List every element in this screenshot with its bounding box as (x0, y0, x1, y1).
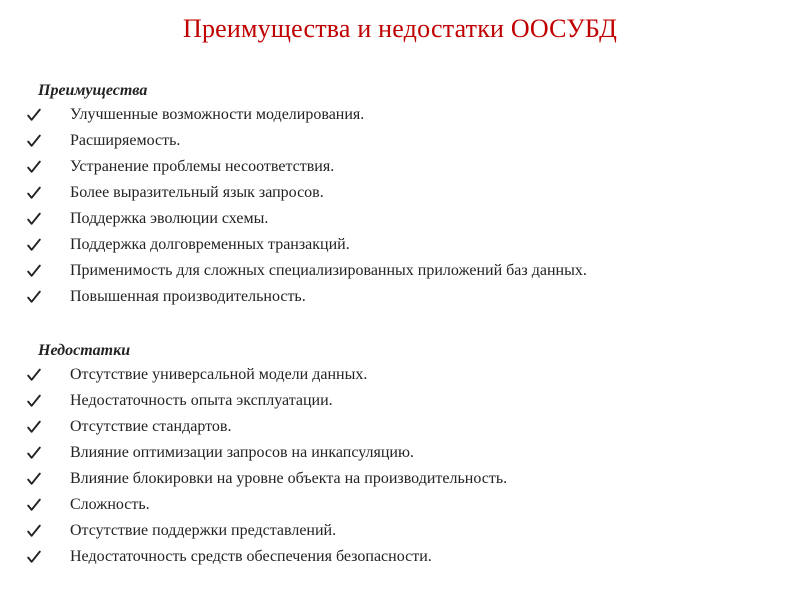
checkmark-icon (24, 466, 44, 492)
disadvantages-heading: Недостатки (38, 342, 131, 359)
list-item (24, 180, 784, 206)
list-item-text: Отсутствие универсальной модели данных. (70, 366, 368, 383)
checkmark-icon (24, 388, 44, 414)
list-item (24, 102, 784, 128)
list-item (24, 232, 784, 258)
list-item-text: Отсутствие стандартов. (70, 418, 232, 435)
advantages-heading: Преимущества (38, 82, 148, 99)
checkmark-icon (24, 102, 44, 128)
section-spacer (24, 310, 784, 340)
list-item (24, 518, 784, 544)
checkmark-icon (24, 518, 44, 544)
list-item (24, 128, 784, 154)
checkmark-icon (24, 544, 44, 570)
list-item-text: Сложность. (70, 496, 150, 513)
list-item-text: Улучшенные возможности моделирования. (70, 106, 365, 123)
list-item (24, 284, 784, 310)
checkmark-icon (24, 258, 44, 284)
advantages-list (24, 102, 784, 310)
checkmark-icon (24, 232, 44, 258)
list-item-text: Поддержка эволюции схемы. (70, 210, 269, 227)
list-item-text: Более выразительный язык запросов. (70, 184, 324, 201)
slide-title: Преимущества и недостатки ООСУБД (182, 14, 618, 43)
list-item-text: Влияние оптимизации запросов на инкапсуляцию. (70, 444, 414, 461)
list-item-text: Повышенная производительность. (70, 288, 306, 305)
list-item (24, 492, 784, 518)
checkmark-icon (24, 492, 44, 518)
list-item-text: Недостаточность средств обеспечения безопасности. (70, 548, 432, 565)
list-item-text: Отсутствие поддержки представлений. (70, 522, 337, 539)
list-item (24, 206, 784, 232)
slide-content (24, 80, 784, 570)
list-item-text: Расширяемость. (70, 132, 181, 149)
list-item (24, 362, 784, 388)
list-item (24, 414, 784, 440)
list-item-text: Поддержка долговременных транзакций. (70, 236, 350, 253)
checkmark-icon (24, 440, 44, 466)
checkmark-icon (24, 362, 44, 388)
list-item-text: Устранение проблемы несоответствия. (70, 158, 335, 175)
disadvantages-list (24, 362, 784, 570)
list-item (24, 466, 784, 492)
list-item (24, 388, 784, 414)
list-item-text: Недостаточность опыта эксплуатации. (70, 392, 333, 409)
list-item (24, 544, 784, 570)
list-item-text: Влияние блокировки на уровне объекта на производительность. (70, 470, 508, 487)
list-item (24, 258, 784, 284)
checkmark-icon (24, 284, 44, 310)
list-item (24, 154, 784, 180)
checkmark-icon (24, 128, 44, 154)
list-item (24, 440, 784, 466)
checkmark-icon (24, 414, 44, 440)
list-item-text: Применимость для сложных специализированных приложений баз данных. (70, 262, 587, 279)
checkmark-icon (24, 180, 44, 206)
checkmark-icon (24, 154, 44, 180)
checkmark-icon (24, 206, 44, 232)
